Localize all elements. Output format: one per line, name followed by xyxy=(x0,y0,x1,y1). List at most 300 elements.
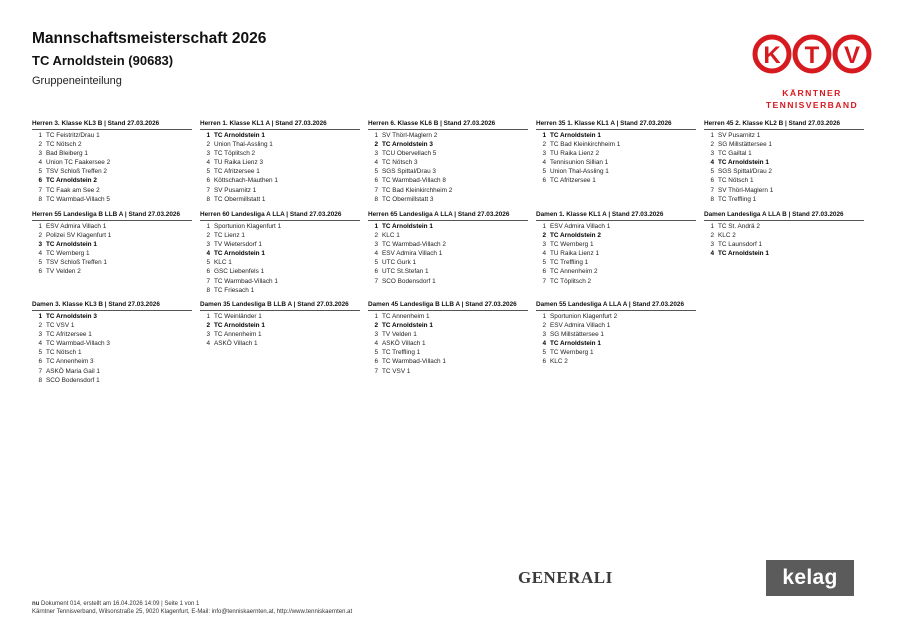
team-position: 4 xyxy=(38,340,42,348)
team-name: SG Millstättersee 1 xyxy=(550,331,604,339)
team-name: TC Bad Kleinkirchheim 1 xyxy=(550,141,621,149)
team-name: TC Arnoldstein 2 xyxy=(550,232,601,240)
team-position: 6 xyxy=(206,177,210,185)
team-position: 1 xyxy=(374,313,378,320)
team-name: TC Arnoldstein 3 xyxy=(382,141,433,149)
team-name: TC VSV 1 xyxy=(46,322,75,330)
club-name: TC Arnoldstein (90683) xyxy=(32,53,174,68)
team-position: 2 xyxy=(710,232,714,240)
team-name: TC Treffling 1 xyxy=(382,349,421,357)
team-name: SGS Spittal/Drau 3 xyxy=(382,168,436,176)
team-position: 3 xyxy=(710,241,714,249)
team-position: 6 xyxy=(38,177,42,185)
team-name: Union Thal-Assling 1 xyxy=(214,141,273,149)
team-position: 3 xyxy=(374,331,378,339)
team-name: TC St. Andrä 2 xyxy=(718,223,760,230)
group-box xyxy=(536,120,696,186)
team-row xyxy=(536,167,696,176)
team-name: TC Arnoldstein 1 xyxy=(550,132,601,139)
team-position: 3 xyxy=(710,150,714,158)
team-position: 6 xyxy=(374,177,378,185)
team-row xyxy=(368,158,528,167)
team-name: ESV Admira Villach 1 xyxy=(46,223,107,230)
team-name: TC Wernberg 1 xyxy=(46,250,90,258)
team-name: SV Thörl-Maglern 2 xyxy=(382,132,438,139)
team-name: TC Töplitsch 2 xyxy=(214,150,256,158)
team-row xyxy=(704,231,864,240)
generali-logo: GENERALI xyxy=(518,568,613,587)
group-box xyxy=(368,120,528,204)
team-name: TV Wietersdorf 1 xyxy=(214,241,262,249)
team-row xyxy=(368,249,528,258)
ktv-letters-graphic xyxy=(752,30,872,86)
footer-document-info xyxy=(32,601,199,607)
team-position: 1 xyxy=(710,223,714,230)
team-name: TC Wernberg 1 xyxy=(550,241,594,249)
team-name: TC Gailtal 1 xyxy=(718,150,752,158)
team-row xyxy=(200,158,360,167)
team-row xyxy=(536,321,696,330)
team-name: TC Nötsch 3 xyxy=(382,159,418,167)
team-name: KLC 1 xyxy=(382,232,400,240)
team-row xyxy=(536,348,696,357)
team-position: 7 xyxy=(710,186,714,194)
team-name: TCU Obervellach 5 xyxy=(382,150,437,158)
team-name: TC Obermillstatt 1 xyxy=(214,195,266,203)
group-box xyxy=(200,211,360,295)
team-name: KLC 2 xyxy=(718,232,736,240)
team-name: SGS Spittal/Drau 2 xyxy=(718,168,772,176)
team-row xyxy=(368,357,528,366)
team-position: 5 xyxy=(374,349,378,357)
team-position: 3 xyxy=(206,150,210,158)
team-name: TC Arnoldstein 1 xyxy=(382,322,433,330)
team-name: Union Thal-Assling 1 xyxy=(550,168,609,176)
team-position: 4 xyxy=(710,159,714,167)
team-name: SV Pusarnitz 1 xyxy=(214,186,257,194)
team-position: 5 xyxy=(206,259,210,267)
team-name: Köttschach-Mauthen 1 xyxy=(214,177,278,185)
logo-text-line2: TENNISVERBAND xyxy=(765,100,859,110)
team-row xyxy=(536,277,696,286)
team-row xyxy=(200,240,360,249)
kelag-logo: kelag xyxy=(766,560,854,596)
team-name: TV Velden 2 xyxy=(46,268,81,276)
team-position: 3 xyxy=(206,331,210,339)
footer-nu-mark: nu xyxy=(32,601,40,607)
team-name: Sportunion Klagenfurt 1 xyxy=(214,223,282,230)
team-row xyxy=(536,357,696,366)
team-name: ASKÖ Maria Gail 1 xyxy=(46,367,100,375)
team-position: 6 xyxy=(38,268,42,276)
team-row xyxy=(32,367,192,376)
team-position: 5 xyxy=(38,168,42,176)
team-name: TC Arnoldstein 1 xyxy=(718,250,769,258)
team-position: 3 xyxy=(38,150,42,158)
team-row xyxy=(536,140,696,149)
logo-letter-k: K xyxy=(763,42,781,69)
team-name: TC Treffling 1 xyxy=(550,259,589,267)
team-position: 3 xyxy=(374,241,378,249)
team-row xyxy=(200,312,360,321)
team-position: 1 xyxy=(374,132,378,139)
team-name: TC Töplitsch 2 xyxy=(550,277,592,285)
team-position: 3 xyxy=(374,150,378,158)
footer-line1: Dokument 014, erstellt am 16.04.2026 14:09 | Seite 1 von 1 xyxy=(39,601,200,607)
team-name: KLC 1 xyxy=(214,259,232,267)
team-row xyxy=(200,321,360,330)
group-box xyxy=(368,301,528,376)
team-position: 4 xyxy=(206,340,210,348)
team-row xyxy=(32,240,192,249)
team-position: 7 xyxy=(374,277,378,285)
team-position: 4 xyxy=(374,340,378,348)
group-header: Herren 35 1. Klasse KL1 A | Stand 27.03.2026 xyxy=(536,120,696,130)
team-position: 2 xyxy=(542,322,546,330)
team-position: 3 xyxy=(542,331,546,339)
team-position: 2 xyxy=(374,141,378,149)
team-position: 5 xyxy=(38,259,42,267)
team-name: TC Warmbad-Villach 3 xyxy=(46,340,110,348)
team-position: 6 xyxy=(542,268,546,276)
team-name: TC Lienz 1 xyxy=(214,232,245,240)
team-position: 6 xyxy=(206,268,210,276)
team-row xyxy=(368,140,528,149)
logo-text-line1: KÄRNTNER xyxy=(782,88,842,98)
team-position: 1 xyxy=(206,313,210,320)
team-name: KLC 2 xyxy=(550,358,568,366)
team-position: 1 xyxy=(38,313,42,320)
team-row xyxy=(368,312,528,321)
team-row xyxy=(536,312,696,321)
team-row xyxy=(536,339,696,348)
team-name: Tennisunion Sillian 1 xyxy=(550,159,609,167)
group-header: Damen Landesliga A LLA B | Stand 27.03.2026 xyxy=(704,211,864,221)
team-position: 8 xyxy=(206,286,210,294)
team-row xyxy=(32,258,192,267)
page-title: Mannschaftsmeisterschaft 2026 xyxy=(32,30,267,47)
team-position: 5 xyxy=(542,349,546,357)
group-header: Damen 55 Landesliga A LLA A | Stand 27.03.2026 xyxy=(536,301,696,311)
team-position: 5 xyxy=(38,349,42,357)
team-name: TC Nötsch 1 xyxy=(718,177,754,185)
team-name: Union TC Faakersee 2 xyxy=(46,159,111,167)
group-box xyxy=(368,211,528,286)
team-name: TC Bad Kleinkirchheim 2 xyxy=(382,186,453,194)
team-position: 2 xyxy=(206,322,210,330)
team-position: 2 xyxy=(542,232,546,240)
team-row xyxy=(200,222,360,231)
team-name: TC Arnoldstein 1 xyxy=(214,250,265,258)
team-row xyxy=(32,149,192,158)
team-row xyxy=(536,258,696,267)
team-name: TC Arnoldstein 3 xyxy=(46,313,97,320)
team-row xyxy=(32,267,192,276)
team-name: ESV Admira Villach 1 xyxy=(550,322,611,330)
team-position: 3 xyxy=(38,331,42,339)
group-box xyxy=(32,120,192,204)
team-name: TSV Schloß Treffen 1 xyxy=(46,259,107,267)
team-position: 6 xyxy=(38,358,42,366)
group-box xyxy=(536,301,696,367)
team-row xyxy=(32,158,192,167)
team-row xyxy=(200,131,360,140)
team-name: ASKÖ Villach 1 xyxy=(214,340,258,348)
team-row xyxy=(32,376,192,385)
team-row xyxy=(200,149,360,158)
team-row xyxy=(32,330,192,339)
team-name: TU Raika Lienz 3 xyxy=(214,159,264,167)
team-name: TC Annenheim 1 xyxy=(382,313,430,320)
team-name: TC Arnoldstein 1 xyxy=(214,322,265,330)
team-position: 8 xyxy=(38,195,42,203)
team-name: ASKÖ Villach 1 xyxy=(382,340,426,348)
team-row xyxy=(536,240,696,249)
team-row xyxy=(32,339,192,348)
group-box xyxy=(536,211,696,286)
team-position: 4 xyxy=(710,250,714,258)
team-row xyxy=(32,195,192,204)
group-header: Damen 3. Klasse KL3 B | Stand 27.03.2026 xyxy=(32,301,192,311)
team-row xyxy=(536,330,696,339)
team-row xyxy=(32,321,192,330)
team-position: 1 xyxy=(542,313,546,320)
team-position: 2 xyxy=(542,141,546,149)
team-row xyxy=(536,231,696,240)
team-row xyxy=(32,348,192,357)
group-header: Damen 1. Klasse KL1 A | Stand 27.03.2026 xyxy=(536,211,696,221)
team-row xyxy=(368,367,528,376)
team-position: 2 xyxy=(710,141,714,149)
team-name: TC Annenheim 1 xyxy=(214,331,262,339)
team-position: 4 xyxy=(374,159,378,167)
team-name: TC Friesach 1 xyxy=(214,286,255,294)
team-row xyxy=(536,131,696,140)
team-position: 2 xyxy=(38,141,42,149)
team-name: GSC Liebenfels 1 xyxy=(214,268,265,276)
team-position: 1 xyxy=(38,223,42,230)
team-position: 1 xyxy=(38,132,42,139)
logo-letter-v: V xyxy=(843,42,861,69)
section-caption: Gruppeneinteilung xyxy=(32,75,122,87)
team-position: 8 xyxy=(38,376,42,384)
team-name: TC Afritzersee 1 xyxy=(46,331,92,339)
team-row xyxy=(368,330,528,339)
team-row xyxy=(704,167,864,176)
team-row xyxy=(368,339,528,348)
team-position: 1 xyxy=(542,132,546,139)
team-position: 8 xyxy=(206,195,210,203)
team-name: TC Arnoldstein 1 xyxy=(214,132,265,139)
team-name: TC Wernberg 1 xyxy=(550,349,594,357)
team-position: 6 xyxy=(542,358,546,366)
team-row xyxy=(32,176,192,185)
group-header: Herren 3. Klasse KL3 B | Stand 27.03.2026 xyxy=(32,120,192,130)
team-row xyxy=(536,267,696,276)
team-position: 1 xyxy=(374,223,378,230)
team-row xyxy=(368,176,528,185)
team-position: 4 xyxy=(542,159,546,167)
team-position: 6 xyxy=(710,177,714,185)
team-position: 7 xyxy=(206,277,210,285)
team-name: TC Afritzersee 1 xyxy=(214,168,260,176)
team-name: TC Arnoldstein 1 xyxy=(382,223,433,230)
team-name: TC Warmbad-Villach 8 xyxy=(382,177,446,185)
team-row xyxy=(200,176,360,185)
team-row xyxy=(32,312,192,321)
team-row xyxy=(704,186,864,195)
team-position: 2 xyxy=(374,322,378,330)
team-row xyxy=(368,149,528,158)
logo-letter-t: T xyxy=(804,42,820,69)
team-row xyxy=(368,258,528,267)
team-name: ESV Admira Villach 1 xyxy=(550,223,611,230)
team-position: 1 xyxy=(542,223,546,230)
team-position: 3 xyxy=(206,241,210,249)
team-row xyxy=(704,158,864,167)
team-row xyxy=(200,195,360,204)
team-name: TC Annenheim 2 xyxy=(550,268,598,276)
team-name: TC Treffling 1 xyxy=(718,195,757,203)
team-position: 7 xyxy=(206,186,210,194)
team-position: 7 xyxy=(374,186,378,194)
group-box xyxy=(200,120,360,204)
team-name: TC Weinländer 1 xyxy=(214,313,262,320)
team-name: TC Arnoldstein 1 xyxy=(46,241,97,249)
team-name: Bad Bleiberg 1 xyxy=(46,150,88,158)
team-row xyxy=(32,186,192,195)
team-position: 5 xyxy=(710,168,714,176)
team-position: 5 xyxy=(206,168,210,176)
team-row xyxy=(200,231,360,240)
team-row xyxy=(200,140,360,149)
team-name: TC Launsdorf 1 xyxy=(718,241,763,249)
team-position: 1 xyxy=(206,132,210,139)
team-name: SCO Bodensdorf 1 xyxy=(46,376,100,384)
team-position: 5 xyxy=(374,168,378,176)
team-row xyxy=(704,240,864,249)
team-position: 3 xyxy=(542,241,546,249)
team-name: TU Raika Lienz 2 xyxy=(550,150,600,158)
team-name: TC Arnoldstein 2 xyxy=(46,177,97,185)
team-row xyxy=(32,249,192,258)
team-row xyxy=(200,186,360,195)
group-box xyxy=(704,211,864,258)
team-row xyxy=(704,249,864,258)
team-row xyxy=(200,330,360,339)
team-row xyxy=(704,149,864,158)
team-name: TC Obermillstatt 3 xyxy=(382,195,434,203)
team-position: 2 xyxy=(374,232,378,240)
team-name: UTC St.Stefan 1 xyxy=(382,268,429,276)
team-row xyxy=(368,231,528,240)
group-header: Herren 55 Landesliga B LLB A | Stand 27.03.2026 xyxy=(32,211,192,221)
team-name: TV Velden 1 xyxy=(382,331,417,339)
team-name: Polizei SV Klagenfurt 1 xyxy=(46,232,112,240)
team-position: 5 xyxy=(374,259,378,267)
team-position: 7 xyxy=(542,277,546,285)
team-position: 8 xyxy=(374,195,378,203)
team-row xyxy=(704,195,864,204)
team-position: 3 xyxy=(542,150,546,158)
team-row xyxy=(200,249,360,258)
team-name: TC Warmbad-Villach 2 xyxy=(382,241,446,249)
team-row xyxy=(200,339,360,348)
team-row xyxy=(704,176,864,185)
team-position: 2 xyxy=(206,141,210,149)
group-box xyxy=(32,211,192,277)
team-row xyxy=(536,149,696,158)
team-name: UTC Gurk 1 xyxy=(382,259,417,267)
team-position: 2 xyxy=(38,232,42,240)
team-name: TC Nötsch 1 xyxy=(46,349,82,357)
team-row xyxy=(32,140,192,149)
team-name: TC Warmbad-Villach 5 xyxy=(46,195,110,203)
team-position: 1 xyxy=(206,223,210,230)
team-name: Sportunion Klagenfurt 2 xyxy=(550,313,618,320)
team-position: 4 xyxy=(38,250,42,258)
team-position: 4 xyxy=(542,340,546,348)
team-name: TC Faak am See 2 xyxy=(46,186,100,194)
team-row xyxy=(368,348,528,357)
team-name: TC Feistritz/Drau 1 xyxy=(46,132,100,139)
team-name: TC Annenheim 3 xyxy=(46,358,94,366)
team-row xyxy=(368,267,528,276)
group-header: Herren 45 2. Klasse KL2 B | Stand 27.03.2026 xyxy=(704,120,864,130)
team-row xyxy=(704,131,864,140)
team-position: 4 xyxy=(206,250,210,258)
team-name: TC Warmbad-Villach 1 xyxy=(382,358,446,366)
team-position: 8 xyxy=(710,195,714,203)
team-name: ESV Admira Villach 1 xyxy=(382,250,443,258)
group-box xyxy=(704,120,864,204)
group-box xyxy=(32,301,192,385)
footer-address: Kärntner Tennisverband, Wilsonstraße 25, 9020 Klagenfurt, E-Mail: info@tenniskaernten.at, http://www.tenniskaernten.at xyxy=(32,609,353,615)
team-row xyxy=(32,167,192,176)
group-header: Herren 1. Klasse KL1 A | Stand 27.03.2026 xyxy=(200,120,360,130)
team-name: TC Arnoldstein 1 xyxy=(718,159,769,167)
team-row xyxy=(704,140,864,149)
team-position: 6 xyxy=(542,177,546,185)
team-name: TC Afritzersee 1 xyxy=(550,177,596,185)
team-row xyxy=(368,321,528,330)
team-name: TC Nötsch 2 xyxy=(46,141,82,149)
team-row xyxy=(32,231,192,240)
group-header: Herren 6. Klasse KL6 B | Stand 27.03.2026 xyxy=(368,120,528,130)
team-row xyxy=(32,131,192,140)
team-name: TC VSV 1 xyxy=(382,367,411,375)
team-position: 7 xyxy=(38,367,42,375)
team-row xyxy=(368,186,528,195)
team-position: 4 xyxy=(542,250,546,258)
team-position: 7 xyxy=(38,186,42,194)
team-name: TC Warmbad-Villach 1 xyxy=(214,277,278,285)
team-row xyxy=(200,277,360,286)
team-position: 4 xyxy=(374,250,378,258)
team-row xyxy=(368,277,528,286)
group-header: Damen 45 Landesliga B LLB A | Stand 27.03.2026 xyxy=(368,301,528,311)
team-row xyxy=(704,222,864,231)
team-row xyxy=(32,222,192,231)
team-position: 5 xyxy=(542,168,546,176)
group-box xyxy=(200,301,360,348)
team-position: 7 xyxy=(374,367,378,375)
team-position: 1 xyxy=(710,132,714,139)
team-name: TU Raika Lienz 1 xyxy=(550,250,600,258)
team-name: SG Millstättersee 1 xyxy=(718,141,772,149)
team-row xyxy=(32,357,192,366)
team-row xyxy=(200,167,360,176)
